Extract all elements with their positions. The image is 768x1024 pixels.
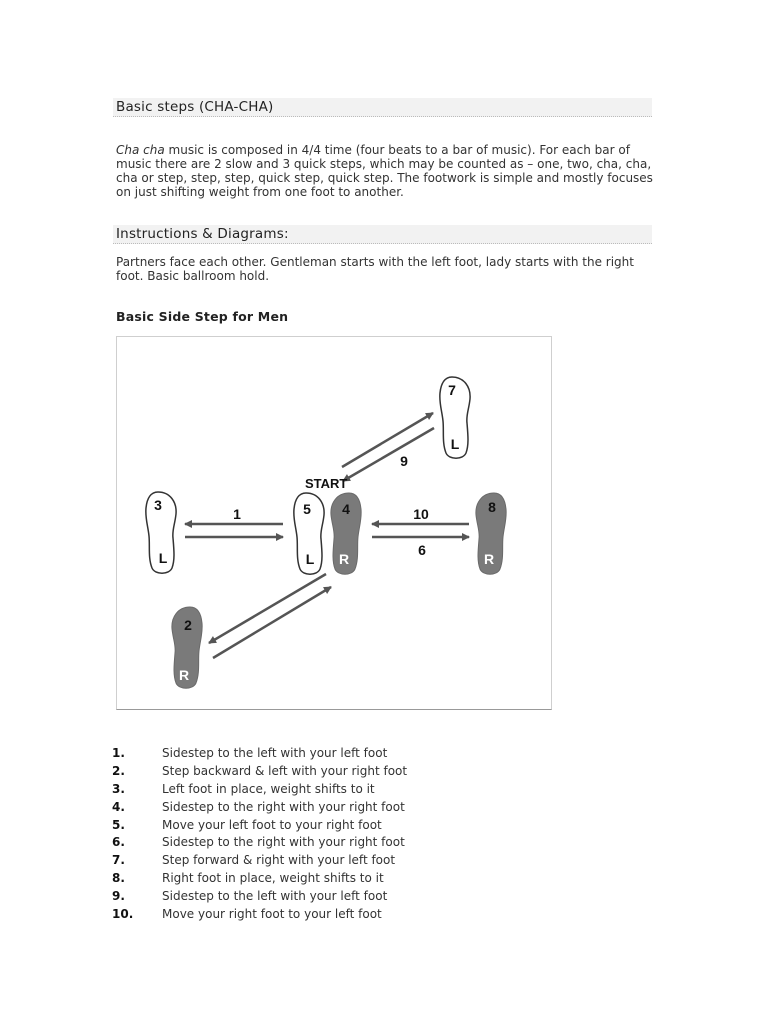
footprint-5-letter: L — [305, 551, 315, 567]
step-number: 7. — [112, 853, 125, 868]
section-heading-instructions: Instructions & Diagrams: — [113, 225, 652, 244]
arrow-label-9: 9 — [400, 453, 408, 469]
footprint-3-number: 3 — [154, 497, 162, 513]
arrow-step-9 — [342, 413, 434, 481]
step-text: Left foot in place, weight shifts to it — [162, 781, 375, 796]
footprint-3-letter: L — [158, 550, 168, 566]
step-number: 3. — [112, 781, 125, 796]
footprint-2 — [172, 607, 202, 688]
intro-text: music is composed in 4/4 time (four beats to a bar of music). For each bar of music there are 2 slow and 3 quick steps, which may be counted as – one, two, cha, cha, cha or step, step, step, quick step, quick step. The footwork is simple and mostly focuses on just shifting weight from one foot to another. — [116, 143, 653, 199]
step-number: 9. — [112, 889, 125, 904]
footprint-4-letter: R — [338, 551, 350, 567]
arrow-step-1 — [185, 524, 283, 537]
step-number: 8. — [112, 871, 125, 886]
arrow-step-10 — [372, 524, 469, 537]
intro-italic: Cha cha — [116, 143, 165, 157]
footprint-7-letter: L — [450, 436, 460, 452]
step-number: 2. — [112, 763, 125, 778]
arrow-step-2 — [209, 574, 331, 658]
step-text: Sidestep to the left with your left foot — [162, 746, 388, 760]
step-text: Right foot in place, weight shifts to it — [162, 871, 384, 886]
step-text: Step forward & right with your left foot — [162, 853, 396, 868]
step-text: Sidestep to the left with your left foot — [162, 889, 388, 904]
step-text: Sidestep to the right with your right foot — [162, 835, 405, 850]
arrow-label-6: 6 — [418, 542, 426, 558]
footprint-2-letter: R — [178, 667, 190, 683]
step-number: 4. — [112, 799, 125, 814]
footprint-4-number: 4 — [342, 501, 350, 517]
footprint-2-number: 2 — [184, 617, 192, 633]
step-number: 10. — [112, 907, 134, 922]
footprint-5-number: 5 — [303, 501, 311, 517]
footprint-5 — [294, 493, 324, 574]
step-text: Sidestep to the right with your right foot — [162, 799, 405, 814]
step-text: Step backward & left with your right foot — [162, 763, 408, 778]
footprint-7-number: 7 — [448, 382, 456, 398]
footprint-8 — [476, 493, 506, 574]
footprint-3 — [146, 492, 176, 573]
footprint-7 — [440, 377, 470, 458]
arrow-label-1: 1 — [233, 506, 241, 522]
step-number: 1. — [112, 746, 125, 760]
step-number: 6. — [112, 835, 125, 850]
start-label: START — [305, 476, 348, 491]
intro-paragraph — [116, 143, 656, 199]
footstep-diagram — [116, 336, 552, 710]
instructions-paragraph: Partners face each other. Gentleman starts with the left foot, lady starts with the right foot. Basic ballroom hold. — [116, 255, 634, 283]
step-number: 5. — [112, 817, 125, 832]
arrow-label-10: 10 — [413, 506, 429, 522]
footprint-8-letter: R — [483, 551, 495, 567]
step-text: Move your right foot to your left foot — [162, 907, 382, 922]
diagram-title: Basic Side Step for Men — [116, 309, 289, 324]
step-text: Move your left foot to your right foot — [162, 817, 382, 832]
section-heading-basic-steps: Basic steps (CHA-CHA) — [113, 98, 652, 117]
footprint-8-number: 8 — [488, 499, 496, 515]
diagram-canvas — [117, 337, 553, 711]
footprint-4 — [331, 493, 361, 574]
